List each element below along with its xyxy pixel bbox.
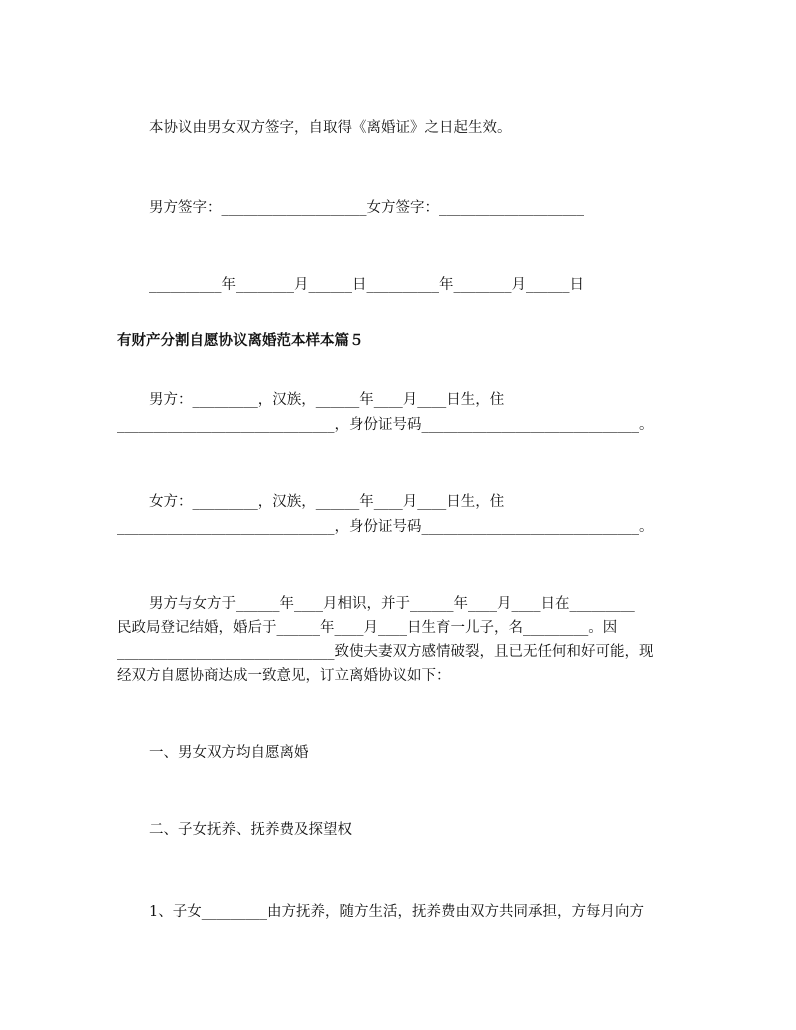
wife-info-line-2: ______________________________，身份证号码______________________________。 [117,519,654,535]
paragraph-line-3: ______________________________致使夫妻双方感情破裂，且已无任何和好可能，现 [117,644,654,660]
date-line: __________年________月______日__________年________月______日 [149,277,584,293]
clause-heading-1: 一、男女双方均自愿离婚 [149,745,309,761]
wife-info-line-1: 女方：_________，汉族，______年____月____日生，住 [149,494,505,510]
signature-line: 男方签字：____________________女方签字：____________________ [149,200,584,216]
paragraph-line-2: 民政局登记结婚，婚后于______年____月____日生育一儿子，名_________。因 [117,620,618,636]
effective-clause: 本协议由男女双方签字，自取得《离婚证》之日起生效。 [149,120,512,136]
paragraph-line-4: 经双方自愿协商达成一致意见，订立离婚协议如下： [117,668,451,684]
husband-info-line-1: 男方：_________，汉族，______年____月____日生，住 [149,392,505,408]
clause-item-1: 1、子女_________由方抚养，随方生活，抚养费由双方共同承担，方每月向方 [149,904,644,920]
section-heading: 有财产分割自愿协议离婚范本样本篇５ [117,333,364,349]
paragraph-line-1: 男方与女方于______年____月相识，并于______年____月____日在_________ [149,596,635,612]
husband-info-line-2: ______________________________，身份证号码______________________________。 [117,417,654,433]
clause-heading-2: 二、子女抚养、抚养费及探望权 [149,822,352,838]
